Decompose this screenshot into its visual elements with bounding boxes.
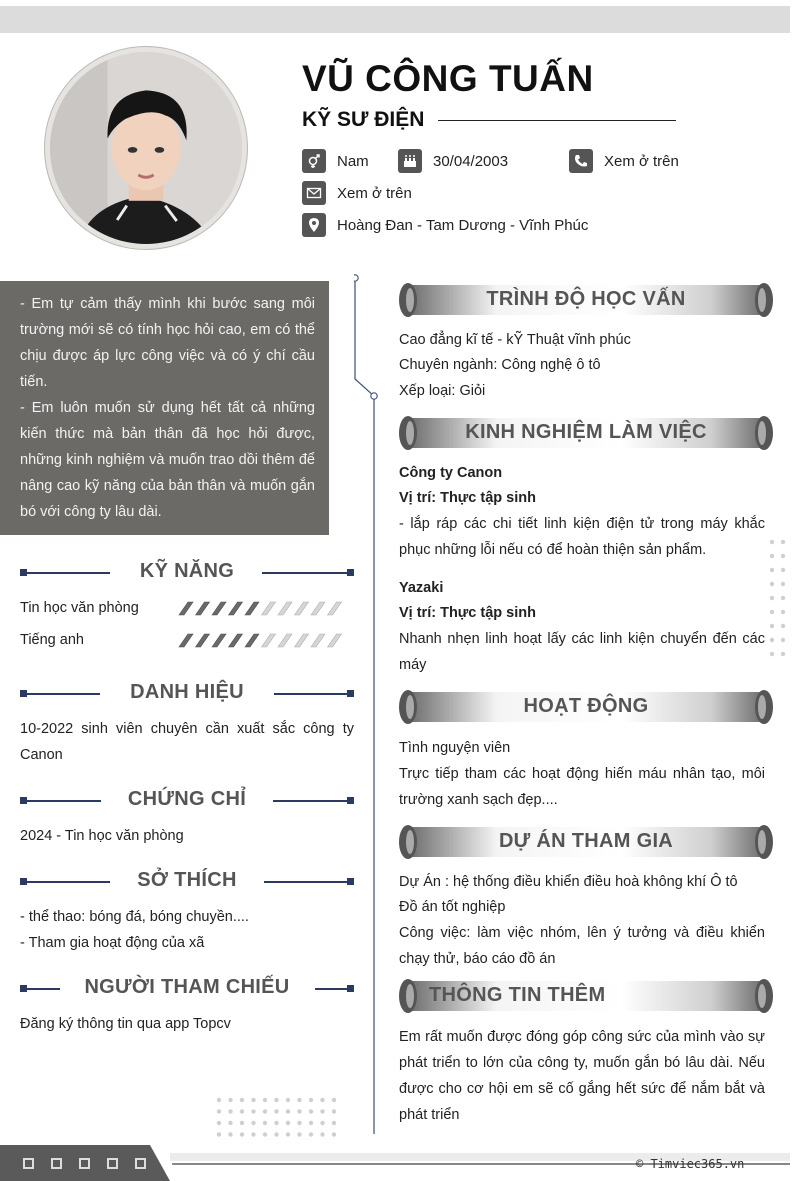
skill-segment [278,602,292,615]
skill-level-bar [175,633,347,649]
skill-segment [245,602,259,615]
skill-segment [311,634,325,647]
job-position: Vị trí: Thực tập sinh [399,490,536,506]
education-grade: Xếp loại: Giỏi [399,383,486,399]
skill-label: Tin học văn phòng [20,600,139,616]
job-position: Vị trí: Thực tập sinh [399,605,536,621]
skill-segment [278,634,292,647]
hobbies-heading: SỞ THÍCH [137,869,237,891]
decorative-dots [768,538,790,662]
experience-heading: KINH NGHIỆM LÀM VIỆC [465,421,707,443]
awards-section-header [20,679,354,709]
career-objective [0,281,329,535]
references-section-header [20,974,354,1004]
skill-segment [245,634,259,647]
footer-square [23,1158,34,1169]
footer-square [107,1158,118,1169]
location-pin-icon [302,213,326,237]
footer-square [135,1158,146,1169]
footer-square [79,1158,90,1169]
skill-row [20,627,350,653]
email-info [302,181,412,205]
hobby-line: - thể thao: bóng đá, bóng chuyền.... [20,909,249,925]
education-school: Cao đẳng kĩ tế - kỸ Thuật vĩnh phúc [399,332,631,348]
footer-square [51,1158,62,1169]
extra-info-banner [399,978,773,1014]
skill-segment [179,634,193,647]
skill-level-bar [175,601,347,617]
activities-banner [399,689,773,725]
phone-value: Xem ở trên [604,152,679,170]
job-company: Công ty Canon [399,465,503,481]
avatar [45,47,247,249]
skill-segment [229,602,243,615]
skill-segment [295,634,309,647]
skill-segment [196,634,210,647]
activity-line: Trực tiếp tham các hoạt động hiến máu nhân tạo, môi trường xanh sạch đẹp.... [399,766,765,808]
birthday-cake-icon [398,149,422,173]
gender-info [302,149,369,173]
skill-segment [328,602,342,615]
skill-segment [295,602,309,615]
references-text: Đăng ký thông tin qua app Topcv [20,1016,231,1032]
activity-line: Tình nguyện viên [399,740,511,756]
address-value: Hoàng Đan - Tam Dương - Vĩnh Phúc [337,216,589,234]
certificates-text: 2024 - Tin học văn phòng [20,828,184,844]
skill-label: Tiếng anh [20,632,84,648]
skill-segment [328,634,342,647]
portrait-photo [50,52,242,244]
hobby-line: - Tham gia hoạt động của xã [20,935,205,951]
birthday-info [398,149,508,173]
timeline-line [354,274,378,1134]
certificates-section-header [20,786,354,816]
projects-heading: DỰ ÁN THAM GIA [498,830,674,852]
job-company: Yazaki [399,580,444,596]
skill-segment [212,602,226,615]
footer-credit: © Timviec365.vn [636,1157,745,1171]
job-title: KỸ SƯ ĐIỆN [302,108,425,131]
hobbies-section-header [20,867,354,897]
skill-segment [196,602,210,615]
project-line: Đồ án tốt nghiệp [399,899,506,915]
title-divider [438,120,676,121]
birthday-value: 30/04/2003 [433,152,509,170]
decorative-dots [215,1096,339,1138]
phone-icon [569,149,593,173]
activities-heading: HOẠT ĐỘNG [523,695,649,717]
skills-heading: KỸ NĂNG [139,560,235,582]
education-banner [399,282,773,318]
awards-text: 10-2022 sinh viên chuyên cần xuất sắc công ty Canon [20,721,354,763]
skill-segment [179,602,193,615]
objective-paragraph-1: - Em tự cảm thấy mình khi bước sang môi trường mới sẽ có tính học hỏi cao, em có thể chịu được áp lực công việc và có ý chí cầu tiến. [20,296,315,390]
skills-section-header [20,558,354,588]
email-value: Xem ở trên [337,184,412,202]
education-heading: TRÌNH ĐỘ HỌC VẤN [486,288,686,310]
extra-info-text: Em rất muốn được đóng góp công sức của mình vào sự phát triển to lớn của công ty, muốn gắn bó lâu dài. Nếu được cho cơ hội em sẽ cố gắng hết sức để nắm bắt và phát triển [399,1029,765,1123]
skill-row [20,595,350,621]
project-line: Công việc: làm việc nhóm, lên ý tưởng và điều khiển chạy thử, báo cáo đồ án [399,925,765,967]
job-description: Nhanh nhẹn linh hoạt lấy các linh kiện chuyển đến các máy [399,631,765,673]
skill-segment [212,634,226,647]
project-line: Dự Án : hệ thống điều khiển điều hoà không khí Ô tô [399,874,738,890]
objective-paragraph-2: - Em luôn muốn sử dụng hết tất cả những kiến thức mà bản thân đã học hỏi được, những kinh nghiệm và muốn trao dồi thêm để nâng cao kỹ năng của bản thân và muốn gắn bó với công ty lâu dài. [20,400,315,520]
job-description: - lắp ráp các chi tiết linh kiện điện tử trong máy khắc phục những lỗi nếu có để hoàn thiện sản phẩm. [399,516,765,558]
skill-segment [262,634,276,647]
skill-segment [262,602,276,615]
address-info [302,213,588,237]
phone-info [569,149,679,173]
references-heading: NGƯỜI THAM CHIẾU [84,976,290,998]
certificates-heading: CHỨNG CHỈ [127,788,247,810]
education-major: Chuyên ngành: Công nghệ ô tô [399,357,601,373]
awards-heading: DANH HIỆU [130,681,244,703]
gender-value: Nam [337,152,369,170]
candidate-name: VŨ CÔNG TUẤN [302,58,594,99]
email-icon [302,181,326,205]
projects-banner [399,824,773,860]
gender-icon [302,149,326,173]
experience-banner [399,415,773,451]
extra-info-heading: THÔNG TIN THÊM [429,984,606,1006]
top-bar [0,6,790,33]
skill-segment [229,634,243,647]
skill-segment [311,602,325,615]
